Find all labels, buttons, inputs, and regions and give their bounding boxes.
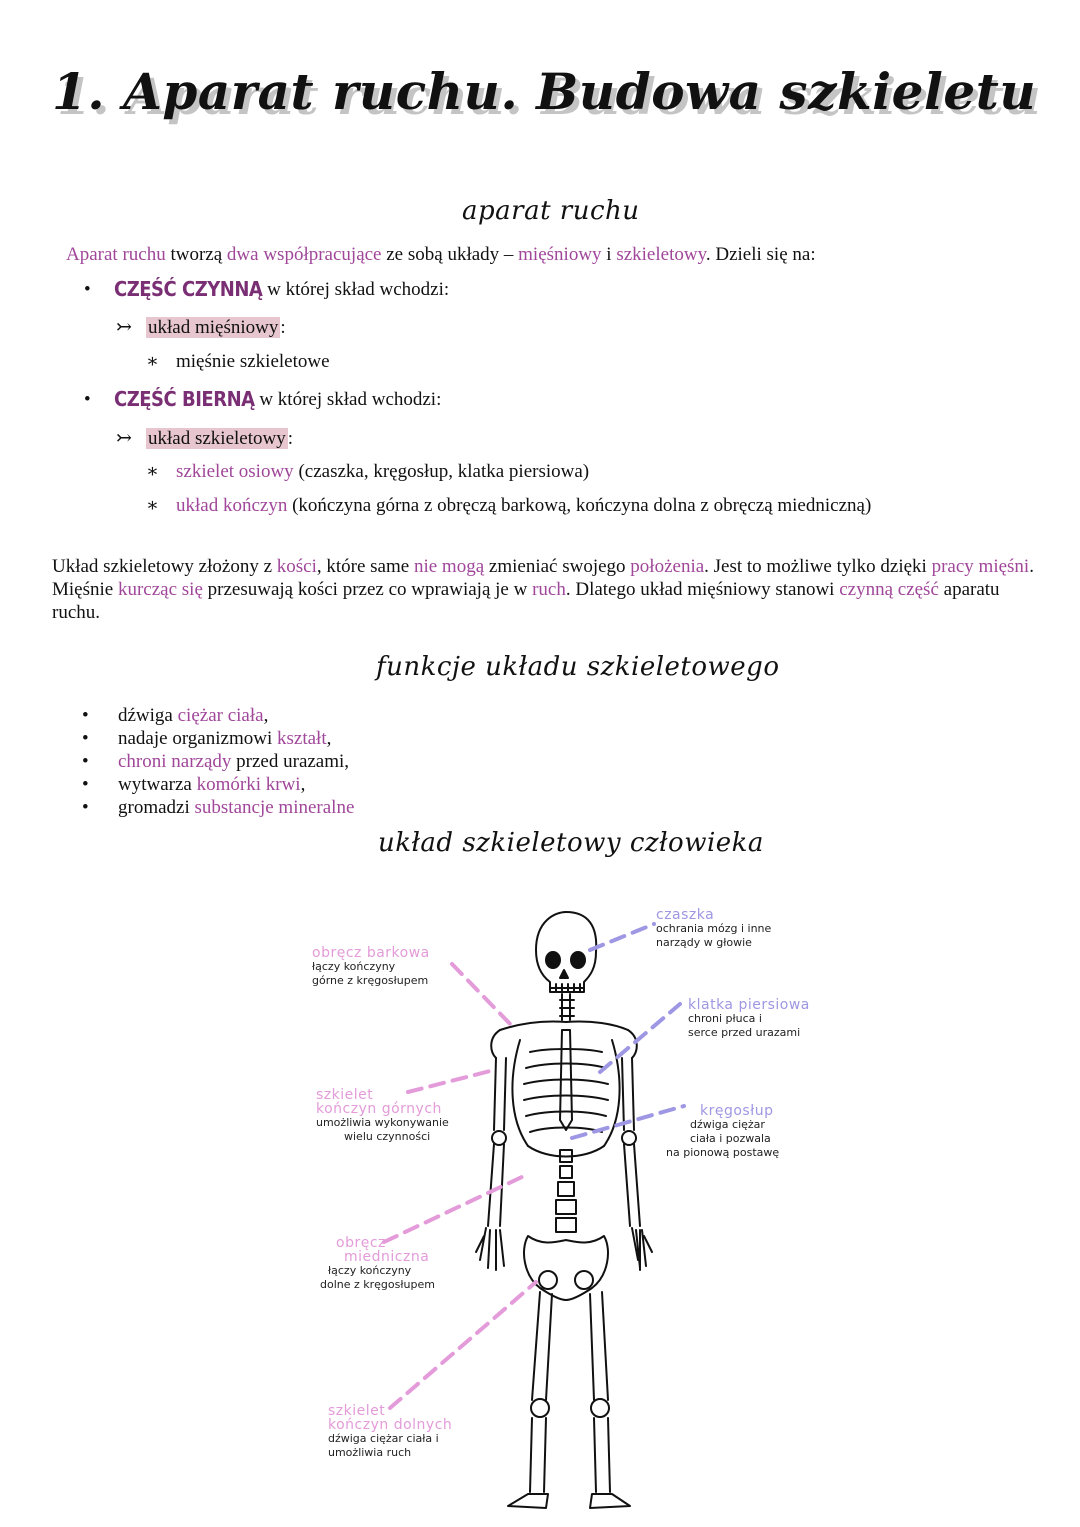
intro-text: tworzą <box>165 244 227 265</box>
label-pelvis-desc: łączy kończyny <box>328 1264 412 1277</box>
function-keyword: chroni narządy <box>118 751 232 772</box>
paragraph-text: . Dlatego układ mięśniowy stanowi <box>565 579 840 600</box>
active-part-label: CZĘŚĆ CZYNNĄ <box>114 277 263 302</box>
limbs-item <box>146 494 871 517</box>
function-keyword: ciężar ciała <box>177 705 264 726</box>
paragraph-text: , które same <box>316 556 414 577</box>
skeleton-drawing <box>476 912 652 1508</box>
function-text: wytwarza <box>118 774 197 795</box>
label-pelvic-girdle <box>320 1236 435 1292</box>
label-shoulder-name: obręcz barkowa <box>312 945 430 961</box>
label-upper-limb-desc: wielu czynności <box>344 1130 431 1143</box>
label-spine-desc: na pionową postawę <box>666 1146 780 1159</box>
function-text: dźwiga <box>118 705 178 726</box>
label-shoulder-desc: łączy kończyny <box>312 960 396 973</box>
label-pelvis-name: miedniczna <box>344 1249 430 1265</box>
label-chest-desc: serce przed urazami <box>688 1026 801 1039</box>
label-skull-desc: ochrania mózg i inne <box>656 922 772 935</box>
label-chest-name: klatka piersiowa <box>688 997 810 1013</box>
paragraph-text: pracy mięśni <box>931 556 1030 577</box>
label-pelvis-name: obręcz <box>336 1235 386 1251</box>
label-lower-limb-desc: umożliwia ruch <box>328 1446 412 1459</box>
skeletal-muscles-item <box>146 350 330 373</box>
leader-line-chest <box>600 1004 680 1072</box>
limbs-desc: (kończyna górna z obręczą barkową, kończyna dolna z obręczą miedniczną) <box>287 495 872 516</box>
label-skull-desc: narządy w głowie <box>656 936 752 949</box>
passive-part-rest: w której skład wchodzi: <box>254 389 442 410</box>
function-item <box>80 750 354 773</box>
section-heading-diagram: układ szkieletowy człowieka <box>378 828 764 858</box>
label-skull-name: czaszka <box>656 907 715 923</box>
function-keyword: kształt <box>277 728 327 749</box>
intro-text: szkieletowy <box>616 244 706 265</box>
function-keyword: substancje mineralne <box>194 797 355 818</box>
intro-text: ze sobą układy – <box>381 244 519 265</box>
muscular-system-label: układ mięśniowy <box>148 317 279 338</box>
label-chest-desc: chroni płuca i <box>688 1012 762 1025</box>
label-pelvis-desc: dolne z kręgosłupem <box>320 1278 435 1291</box>
paragraph-text: . Jest to możliwe tylko dzięki <box>704 556 932 577</box>
axial-skeleton-item <box>146 460 589 483</box>
axial-skeleton-label: szkielet osiowy <box>176 461 294 482</box>
paragraph-text: kości <box>276 556 317 577</box>
paragraph-text: kurcząc się <box>117 579 203 600</box>
label-upper-limb-name: kończyn górnych <box>316 1101 442 1117</box>
section-heading-aparat-ruchu: aparat ruchu <box>462 196 640 226</box>
function-item <box>80 704 354 727</box>
label-spine <box>666 1104 779 1160</box>
paragraph-text: położenia <box>630 556 705 577</box>
paragraph-text: ruch <box>532 579 566 600</box>
label-lower-limb-desc: dźwiga ciężar ciała i <box>328 1432 439 1445</box>
function-text: przed urazami, <box>231 751 350 772</box>
leader-line-pelvis <box>384 1176 524 1242</box>
skull-outline <box>536 912 596 992</box>
function-text: , <box>263 705 269 726</box>
label-upper-limb <box>316 1088 449 1144</box>
label-spine-desc: ciała i pozwala <box>690 1132 771 1145</box>
skeleton-paragraph <box>52 555 1037 624</box>
paragraph-text: zmieniać swojego <box>484 556 631 577</box>
paragraph-text: aparatu ruchu. <box>52 579 1000 623</box>
leader-line-skull <box>590 924 654 950</box>
intro-text: . Dzieli się na: <box>705 244 816 265</box>
function-text: nadaje organizmowi <box>118 728 277 749</box>
muscular-system-item: ↣ układ mięśniowy : <box>116 317 286 338</box>
paragraph-text: czynną część <box>839 579 939 600</box>
star-icon: ∗ <box>146 351 159 372</box>
bullet: • <box>84 389 91 410</box>
active-part-item <box>84 279 449 301</box>
passive-part-item <box>84 389 441 411</box>
star-icon: ∗ <box>146 495 159 516</box>
leader-line-lower-limb <box>390 1282 536 1408</box>
paragraph-text: nie mogą <box>413 556 485 577</box>
intro-sentence <box>66 244 816 266</box>
limbs-label: układ kończyn <box>176 495 288 516</box>
arrow-icon: ↣ <box>116 317 132 338</box>
function-text: , <box>326 728 332 749</box>
intro-text: Aparat ruchu <box>66 244 166 265</box>
passive-part-label: CZĘŚĆ BIERNĄ <box>114 387 255 412</box>
label-shoulder-girdle <box>312 946 430 988</box>
skeleton-diagram <box>0 880 1080 1520</box>
function-item <box>80 773 354 796</box>
label-spine-name: kręgosłup <box>700 1103 774 1119</box>
star-icon: ∗ <box>146 461 159 482</box>
page-title: 1. Aparat ruchu. Budowa szkieletu <box>52 62 1037 121</box>
intro-text: dwa współpracujące <box>226 244 382 265</box>
bullet: • <box>84 279 91 300</box>
label-upper-limb-name: szkielet <box>316 1087 374 1103</box>
skeletal-muscles-label: mięśnie szkieletowe <box>176 351 330 372</box>
label-upper-limb-desc: umożliwia wykonywanie <box>316 1116 449 1129</box>
label-spine-desc: dźwiga ciężar <box>690 1118 765 1131</box>
paragraph-text: Układ szkieletowy złożony z <box>52 556 277 577</box>
label-lower-limb-name: szkielet <box>328 1403 386 1419</box>
arrow-icon: ↣ <box>116 428 132 449</box>
function-item <box>80 727 354 750</box>
leader-line-shoulder <box>452 964 514 1028</box>
function-item <box>80 796 354 819</box>
intro-text: i <box>601 244 617 265</box>
skeletal-system-item: ↣ układ szkieletowy : <box>116 428 293 449</box>
paragraph-text: przesuwają kości przez co wprawiają je w <box>202 579 533 600</box>
label-skull <box>656 908 771 950</box>
section-heading-functions: funkcje układu szkieletowego <box>376 652 780 682</box>
label-lower-limb-name: kończyn dolnych <box>328 1417 453 1433</box>
intro-text: mięśniowy <box>518 244 602 265</box>
label-chest <box>688 998 810 1040</box>
label-lower-limb <box>328 1404 452 1460</box>
function-text: , <box>300 774 306 795</box>
function-keyword: komórki krwi <box>196 774 301 795</box>
label-shoulder-desc: górne z kręgosłupem <box>312 974 429 987</box>
function-text: gromadzi <box>118 797 195 818</box>
skeletal-system-label: układ szkieletowy <box>148 428 286 449</box>
functions-list <box>80 704 354 819</box>
active-part-rest: w której skład wchodzi: <box>262 279 450 300</box>
paragraph-text: . Mięśnie <box>52 556 1034 600</box>
axial-skeleton-desc: (czaszka, kręgosłup, klatka piersiowa) <box>293 461 590 482</box>
